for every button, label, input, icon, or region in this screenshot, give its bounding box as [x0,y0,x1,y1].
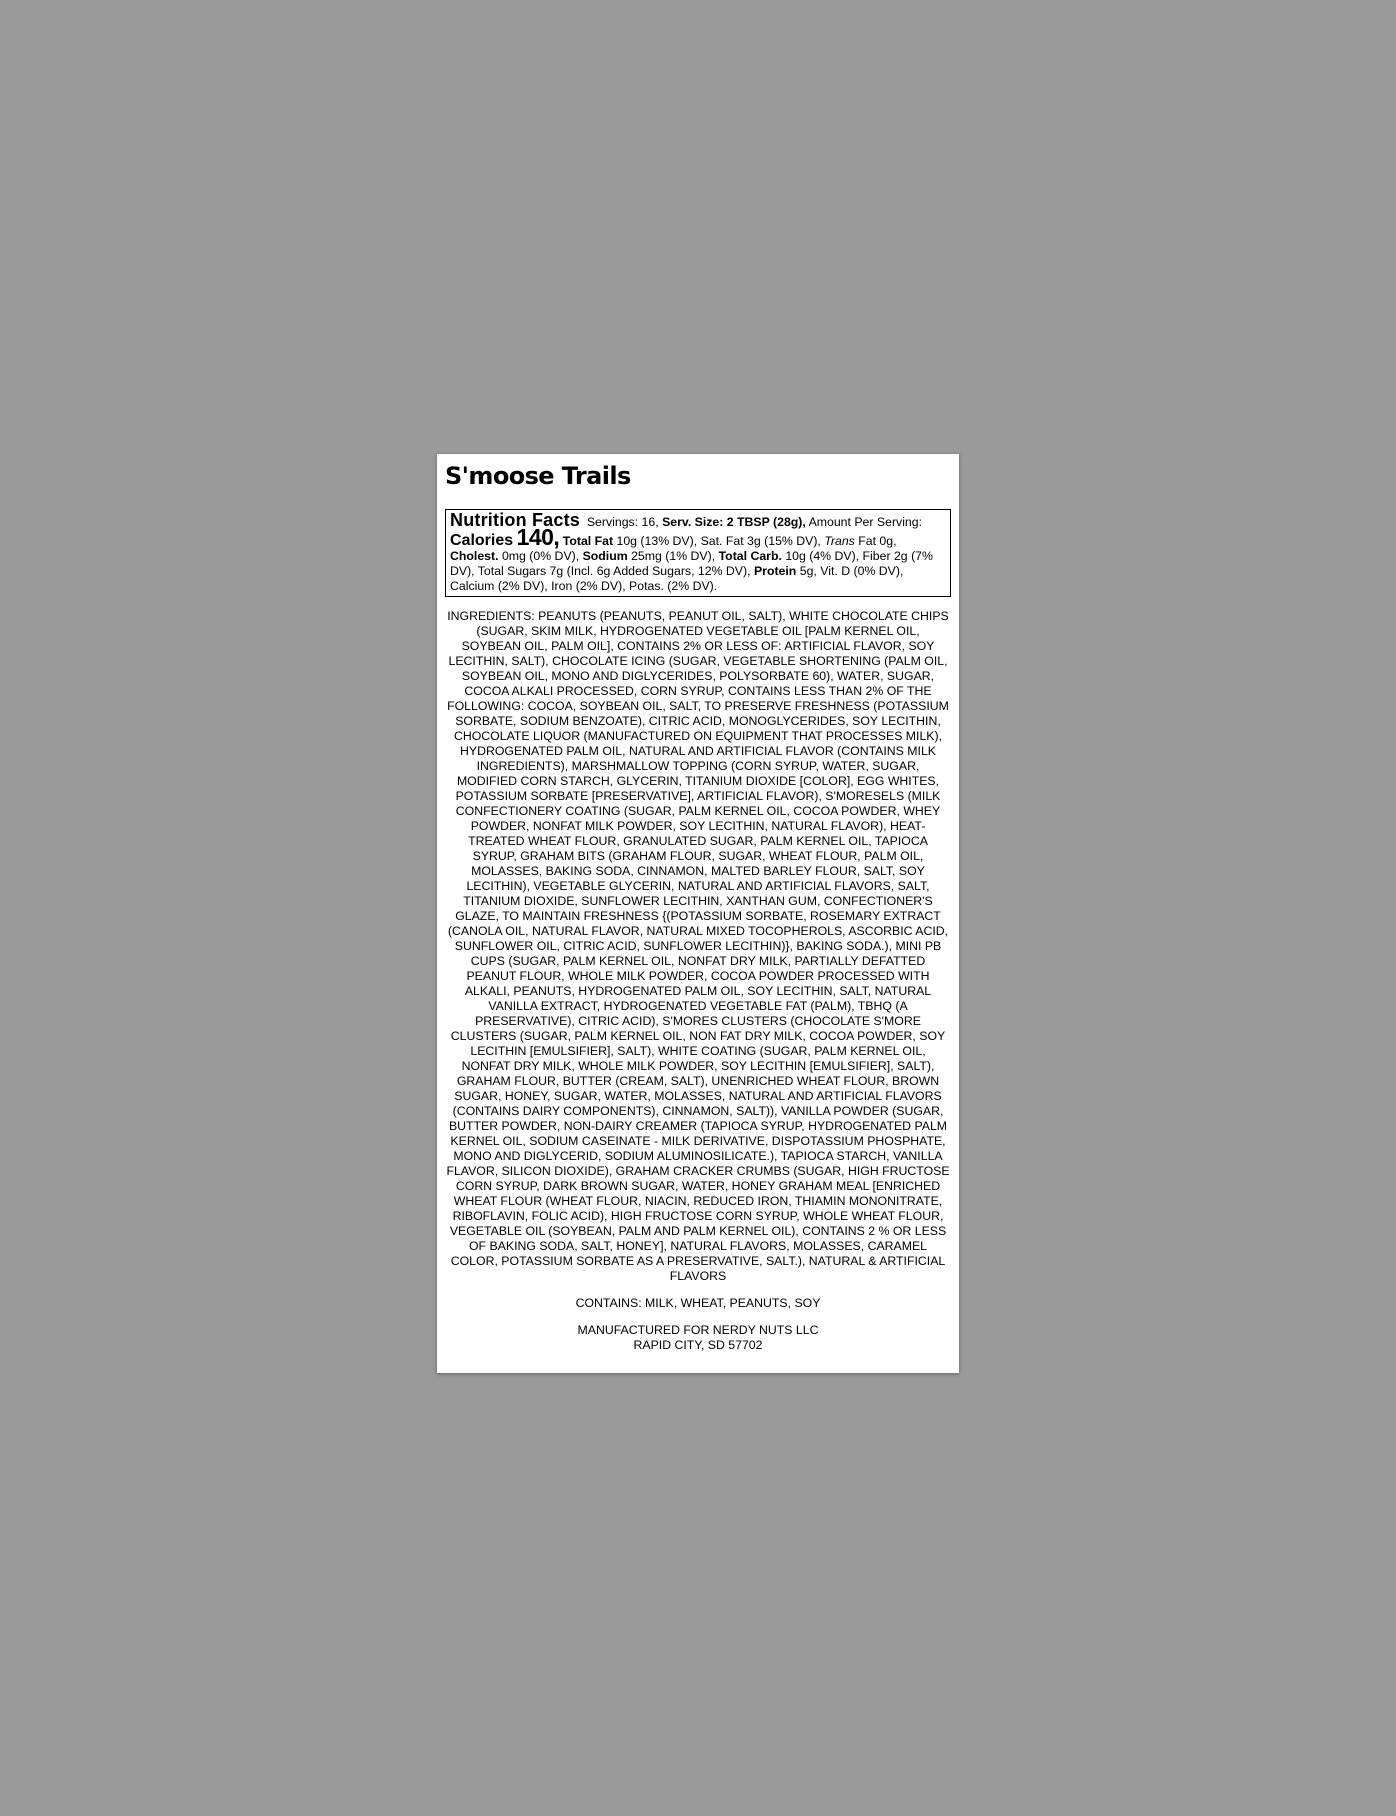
cholesterol-label: Cholest. [450,549,499,563]
protein-label: Protein [753,564,797,578]
ingredients-text: INGREDIENTS: PEANUTS (PEANUTS, PEANUT OIL, SALT), WHITE CHOCOLATE CHIPS (SUGAR, SKIM MILK, HYDROGENATED VEGETABLE OIL [PALM KERNEL OIL, SOYBEAN OIL, PALM OIL], CONTAINS 2% OR LESS OF: ARTIFICIAL FLAVOR, SOY LECITHIN, SALT), CHOCOLATE ICING (SUGAR, VEGETABLE SHORTENING (PALM OIL, SOYBEAN OIL, MONO AND DIGLYCERIDES, POLYSORBATE 60), WATER, SUGAR, COCOA ALKALI PROCESSED, CORN SYRUP, CONTAINS LESS THAN 2% OF THE FOLLOWING: COCOA, SOYBEAN OIL, SALT, TO PRESERVE FRESHNESS (POTASSIUM SORBATE, SODIUM BENZOATE), CITRIC ACID, MONOGLYCERIDES, SOY LECITHIN, CHOCOLATE LIQUOR (MANUFACTURED ON EQUIPMENT THAT PROCESSES MILK), HYDROGENATED PALM OIL, NATURAL AND ARTIFICIAL FLAVOR (CONTAINS MILK INGREDIENTS), MARSHMALLOW TOPPING (CORN SYRUP, WATER, SUGAR, MODIFIED CORN STARCH, GLYCERIN, TITANIUM DIOXIDE [COLOR], EGG WHITES, POTASSIUM SORBATE [PRESERVATIVE], ARTIFICIAL FLAVOR), S'MORESELS (MILK CONFECTIONERY COATING (SUGAR, PALM KERNEL OIL, COCOA POWDER, WHEY POWDER, NONFAT MILK POWDER, SOY LECITHIN, NATURAL FLAVOR), HEAT-TREATED WHEAT FLOUR, GRANULATED SUGAR, PALM KERNEL OIL, TAPIOCA SYRUP, GRAHAM BITS (GRAHAM FLOUR, SUGAR, WHEAT FLOUR, PALM OIL, MOLASSES, BAKING SODA, CINNAMON, MALTED BARLEY FLOUR, SALT, SOY LECITHIN), VEGETABLE GLYCERIN, NATURAL AND ARTIFICIAL FLAVORS, SALT, TITANIUM DIOXIDE, SUNFLOWER LECITHIN, XANTHAN GUM, CONFECTIONER'S GLAZE, TO MAINTAIN FRESHNESS {(POTASSIUM SORBATE, ROSEMARY EXTRACT (CANOLA OIL, NATURAL FLAVOR, NATURAL MIXED TOCOPHEROLS, ASCORBIC ACID, SUNFLOWER OIL, CITRIC ACID, SUNFLOWER LECITHIN)}, BAKING SODA.), MINI PB CUPS (SUGAR, PALM KERNEL OIL, NONFAT DRY MILK, PARTIALLY DEFATTED PEANUT FLOUR, WHOLE MILK POWDER, COCOA POWDER PROCESSED WITH ALKALI, PEANUTS, HYDROGENATED PALM OIL, SOY LECITHIN, SALT, NATURAL VANILLA EXTRACT, HYDROGENATED VEGETABLE FAT (PALM), TBHQ (A PRESERVATIVE), CITRIC ACID), S'MORES CLUSTERS (CHOCOLATE S'MORE CLUSTERS (SUGAR, PALM KERNEL OIL, NON FAT DRY MILK, COCOA POWDER, SOY LECITHIN [EMULSIFIER], SALT), WHITE COATING (SUGAR, PALM KERNEL OIL, NONFAT DRY MILK, WHOLE MILK POWDER, SOY LECITHIN [EMULSIFIER], SALT), GRAHAM FLOUR, BUTTER (CREAM, SALT), UNENRICHED WHEAT FLOUR, BROWN SUGAR, HONEY, SUGAR, WATER, MOLASSES, NATURAL AND ARTIFICIAL FLAVORS (CONTAINS DAIRY COMPONENTS), CINNAMON, SALT)), VANILLA POWDER (SUGAR, BUTTER POWDER, NON-DAIRY CREAMER (TAPIOCA SYRUP, HYDROGENATED PALM KERNEL OIL, SODIUM CASEINATE - MILK DERIVATIVE, DISPOTASSIUM PHOSPHATE, MONO AND DIGLYCERID, SODIUM ALUMINOSILICATE.), TAPIOCA STARCH, VANILLA FLAVOR, SILICON DIOXIDE), GRAHAM CRACKER CRUMBS (SUGAR, HIGH FRUCTOSE CORN SYRUP, DARK BROWN SUGAR, WATER, HONEY GRAHAM MEAL [ENRICHED WHEAT FLOUR (WHEAT FLOUR, NIACIN, REDUCED IRON, THIAMIN MONONITRATE, RIBOFLAVIN, FOLIC ACID), HIGH FRUCTOSE CORN SYRUP, WHOLE WHEAT FLOUR, VEGETABLE OIL (SOYBEAN, PALM AND PALM KERNEL OIL), CONTAINS 2 % OR LESS OF BAKING SODA, SALT, HONEY], NATURAL FLAVORS, MOLASSES, CARAMEL COLOR, POTASSIUM SORBATE AS A PRESERVATIVE, SALT.), NATURAL & ARTIFICIAL FLAVORS [446,609,950,1283]
total-carb-label: Total Carb. [718,549,782,563]
total-fat-value: 10g (13% DV), Sat. Fat 3g (15% DV), [616,534,821,548]
calories-label: Calories [450,532,514,549]
product-title: S'moose Trails [445,462,631,490]
amount-per-serving-text: Amount Per Serving: [808,515,923,529]
cholesterol-value: 0mg (0% DV), [501,549,580,563]
calories-value: 140, [516,524,560,550]
manufacturer-info [445,1323,951,1353]
trans-fat-label: Trans [824,534,855,548]
nutrition-facts-heading: Nutrition Facts [450,510,581,530]
product-label [437,454,959,1373]
sodium-value: 25mg (1% DV), [631,549,716,563]
protein-value: 5g, Vit. D (0% DV), Calcium (2% DV), Iron (2% DV), Potas. (2% DV). [450,564,904,593]
trans-fat-value: Fat 0g, [858,534,897,548]
allergen-statement: CONTAINS: MILK, WHEAT, PEANUTS, SOY [575,1296,821,1310]
nutrition-facts-panel [445,509,951,597]
serving-size-text: Serv. Size: 2 TBSP (28g), [662,515,806,529]
sodium-label: Sodium [582,549,628,563]
total-carb-value: 10g (4% DV), Fiber 2g (7% DV), Total Sugars 7g (Incl. 6g Added Sugars, 12% DV), [450,549,933,578]
manufacturer-name: MANUFACTURED FOR NERDY NUTS LLC [577,1323,819,1337]
manufacturer-address: RAPID CITY, SD 57702 [633,1338,763,1352]
servings-text: Servings: 16, [586,515,659,529]
total-fat-label: Total Fat [562,534,614,548]
